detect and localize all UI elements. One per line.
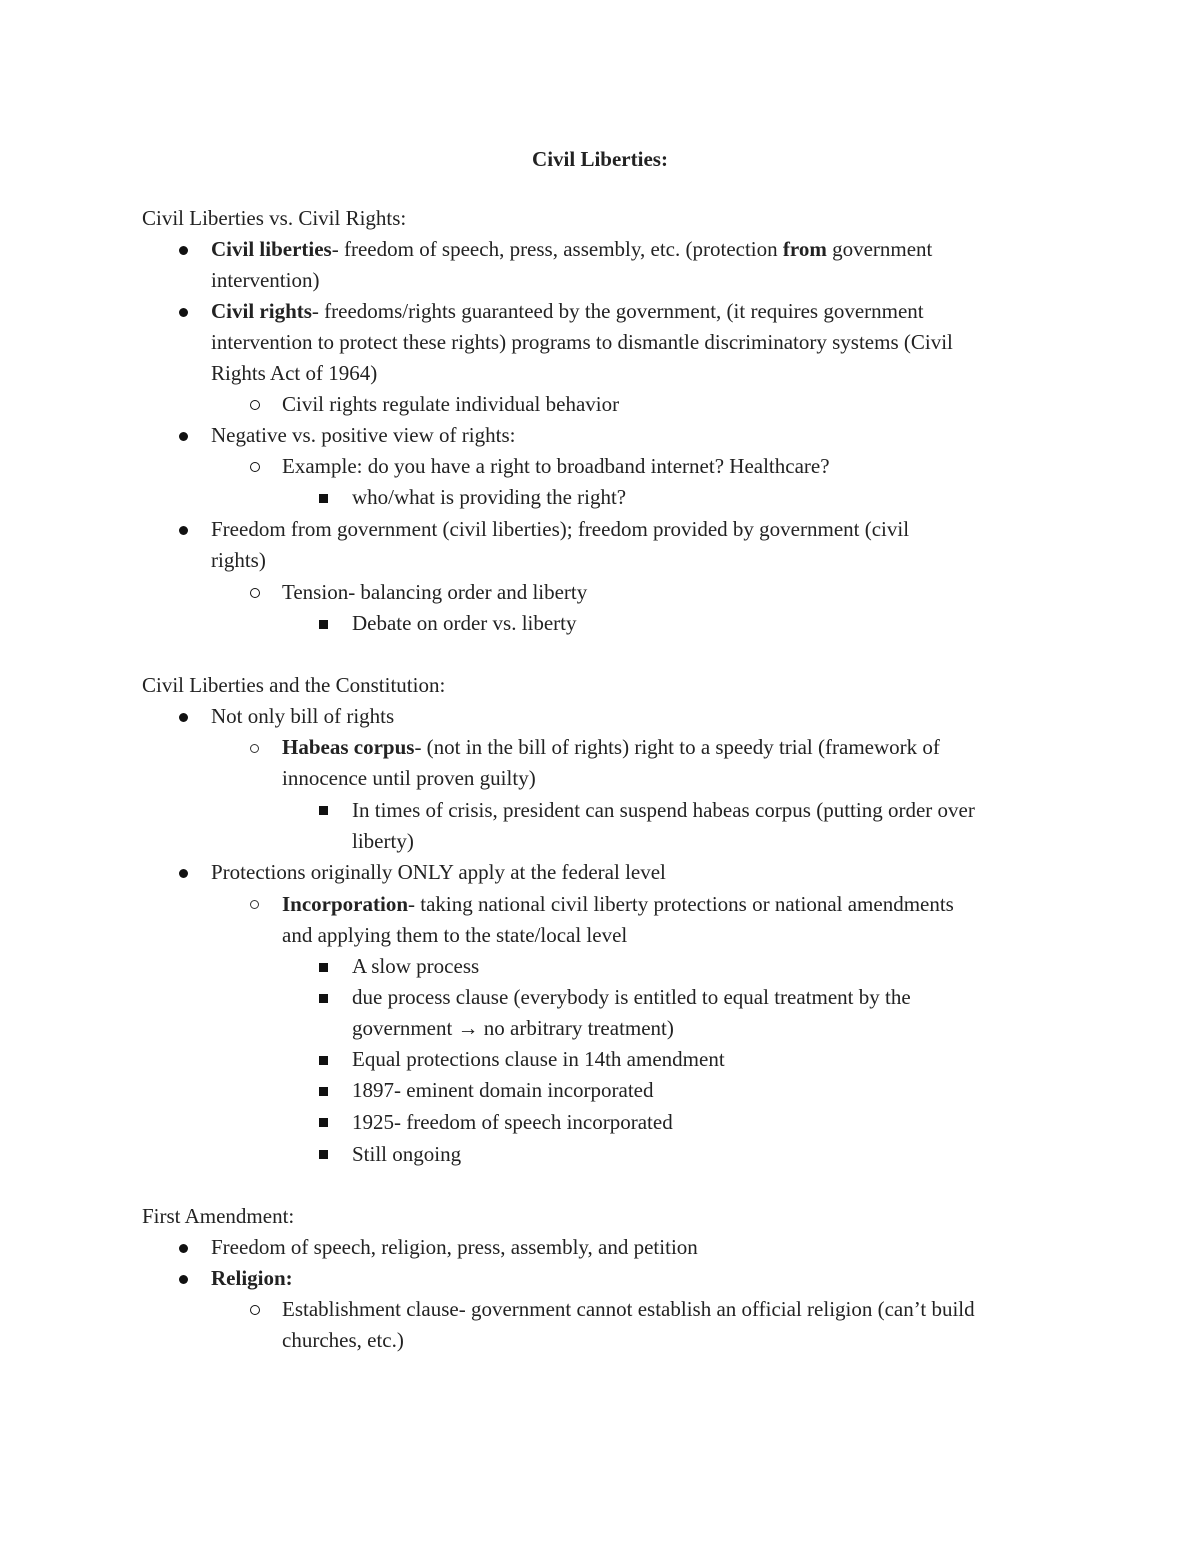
list-item: Freedom of speech, religion, press, assembly, and petition [211,1235,698,1259]
bullet-dot [179,432,188,441]
bullet-dot [179,526,188,535]
bullet-dot [179,1244,188,1253]
list-item: Religion: [211,1266,293,1290]
list-item: Incorporation- taking national civil liberty protections or national amendments [282,892,954,916]
bullet-square [319,494,328,503]
list-item-continuation: and applying them to the state/local level [282,923,628,947]
bullet-dot [179,308,188,317]
bullet-square [319,620,328,629]
list-item: 1925- freedom of speech incorporated [352,1110,673,1134]
list-item: A slow process [352,954,480,978]
list-item-continuation: government → no arbitrary treatment) [352,1016,674,1040]
list-item-continuation: intervention) [211,268,320,292]
bullet-circle [250,588,260,598]
list-item-continuation: liberty) [352,829,414,853]
list-item: 1897- eminent domain incorporated [352,1078,654,1102]
list-item: Establishment clause- government cannot establish an official religion (can’t build [282,1297,975,1321]
bullet-square [319,1150,328,1159]
list-item: Negative vs. positive view of rights: [211,423,516,447]
bullet-dot [179,869,188,878]
list-item: Tension- balancing order and liberty [282,580,588,604]
list-item: Civil liberties- freedom of speech, press, assembly, etc. (protection from government [211,237,933,261]
bullet-circle [250,1305,260,1315]
bullet-square [319,1087,328,1096]
list-item: Habeas corpus- (not in the bill of rights) right to a speedy trial (framework of [282,735,940,759]
list-item: Debate on order vs. liberty [352,611,577,635]
bullet-square [319,1056,328,1065]
bullet-circle [250,900,259,909]
bullet-square [319,1118,328,1127]
list-item: Freedom from government (civil liberties); freedom provided by government (civil [211,517,910,541]
bullet-square [319,806,328,815]
list-item-continuation: intervention to protect these rights) programs to dismantle discriminatory systems (Civil [211,330,953,354]
list-item: Civil rights regulate individual behavior [282,392,620,416]
list-item-continuation: churches, etc.) [282,1328,404,1352]
bullet-dot [179,246,188,255]
list-item-continuation: Rights Act of 1964) [211,361,378,385]
section-heading-constitution: Civil Liberties and the Constitution: [142,673,446,697]
document-title: Civil Liberties: [532,147,668,171]
list-item-continuation: rights) [211,548,266,572]
bullet-circle [250,400,260,410]
list-item: Equal protections clause in 14th amendment [352,1047,725,1071]
bullet-dot [179,713,188,722]
bullet-circle [250,462,260,472]
list-item: Civil rights- freedoms/rights guaranteed by the government, (it requires government [211,299,924,323]
list-item: who/what is providing the right? [352,485,627,509]
list-item: due process clause (everybody is entitled to equal treatment by the [352,985,911,1009]
list-item: Still ongoing [352,1142,462,1166]
bullet-circle [250,744,259,753]
list-item: Example: do you have a right to broadband internet? Healthcare? [282,454,830,478]
list-item: In times of crisis, president can suspend habeas corpus (putting order over [352,798,975,822]
bullet-dot [179,1275,188,1284]
bullet-square [319,963,328,972]
list-item: Not only bill of rights [211,704,395,728]
list-item-continuation: innocence until proven guilty) [282,766,536,790]
section-heading-first-amendment: First Amendment: [142,1204,295,1228]
section-heading-civil-liberties-vs-rights: Civil Liberties vs. Civil Rights: [142,206,407,230]
list-item: Protections originally ONLY apply at the federal level [211,860,666,884]
bullet-square [319,994,328,1003]
